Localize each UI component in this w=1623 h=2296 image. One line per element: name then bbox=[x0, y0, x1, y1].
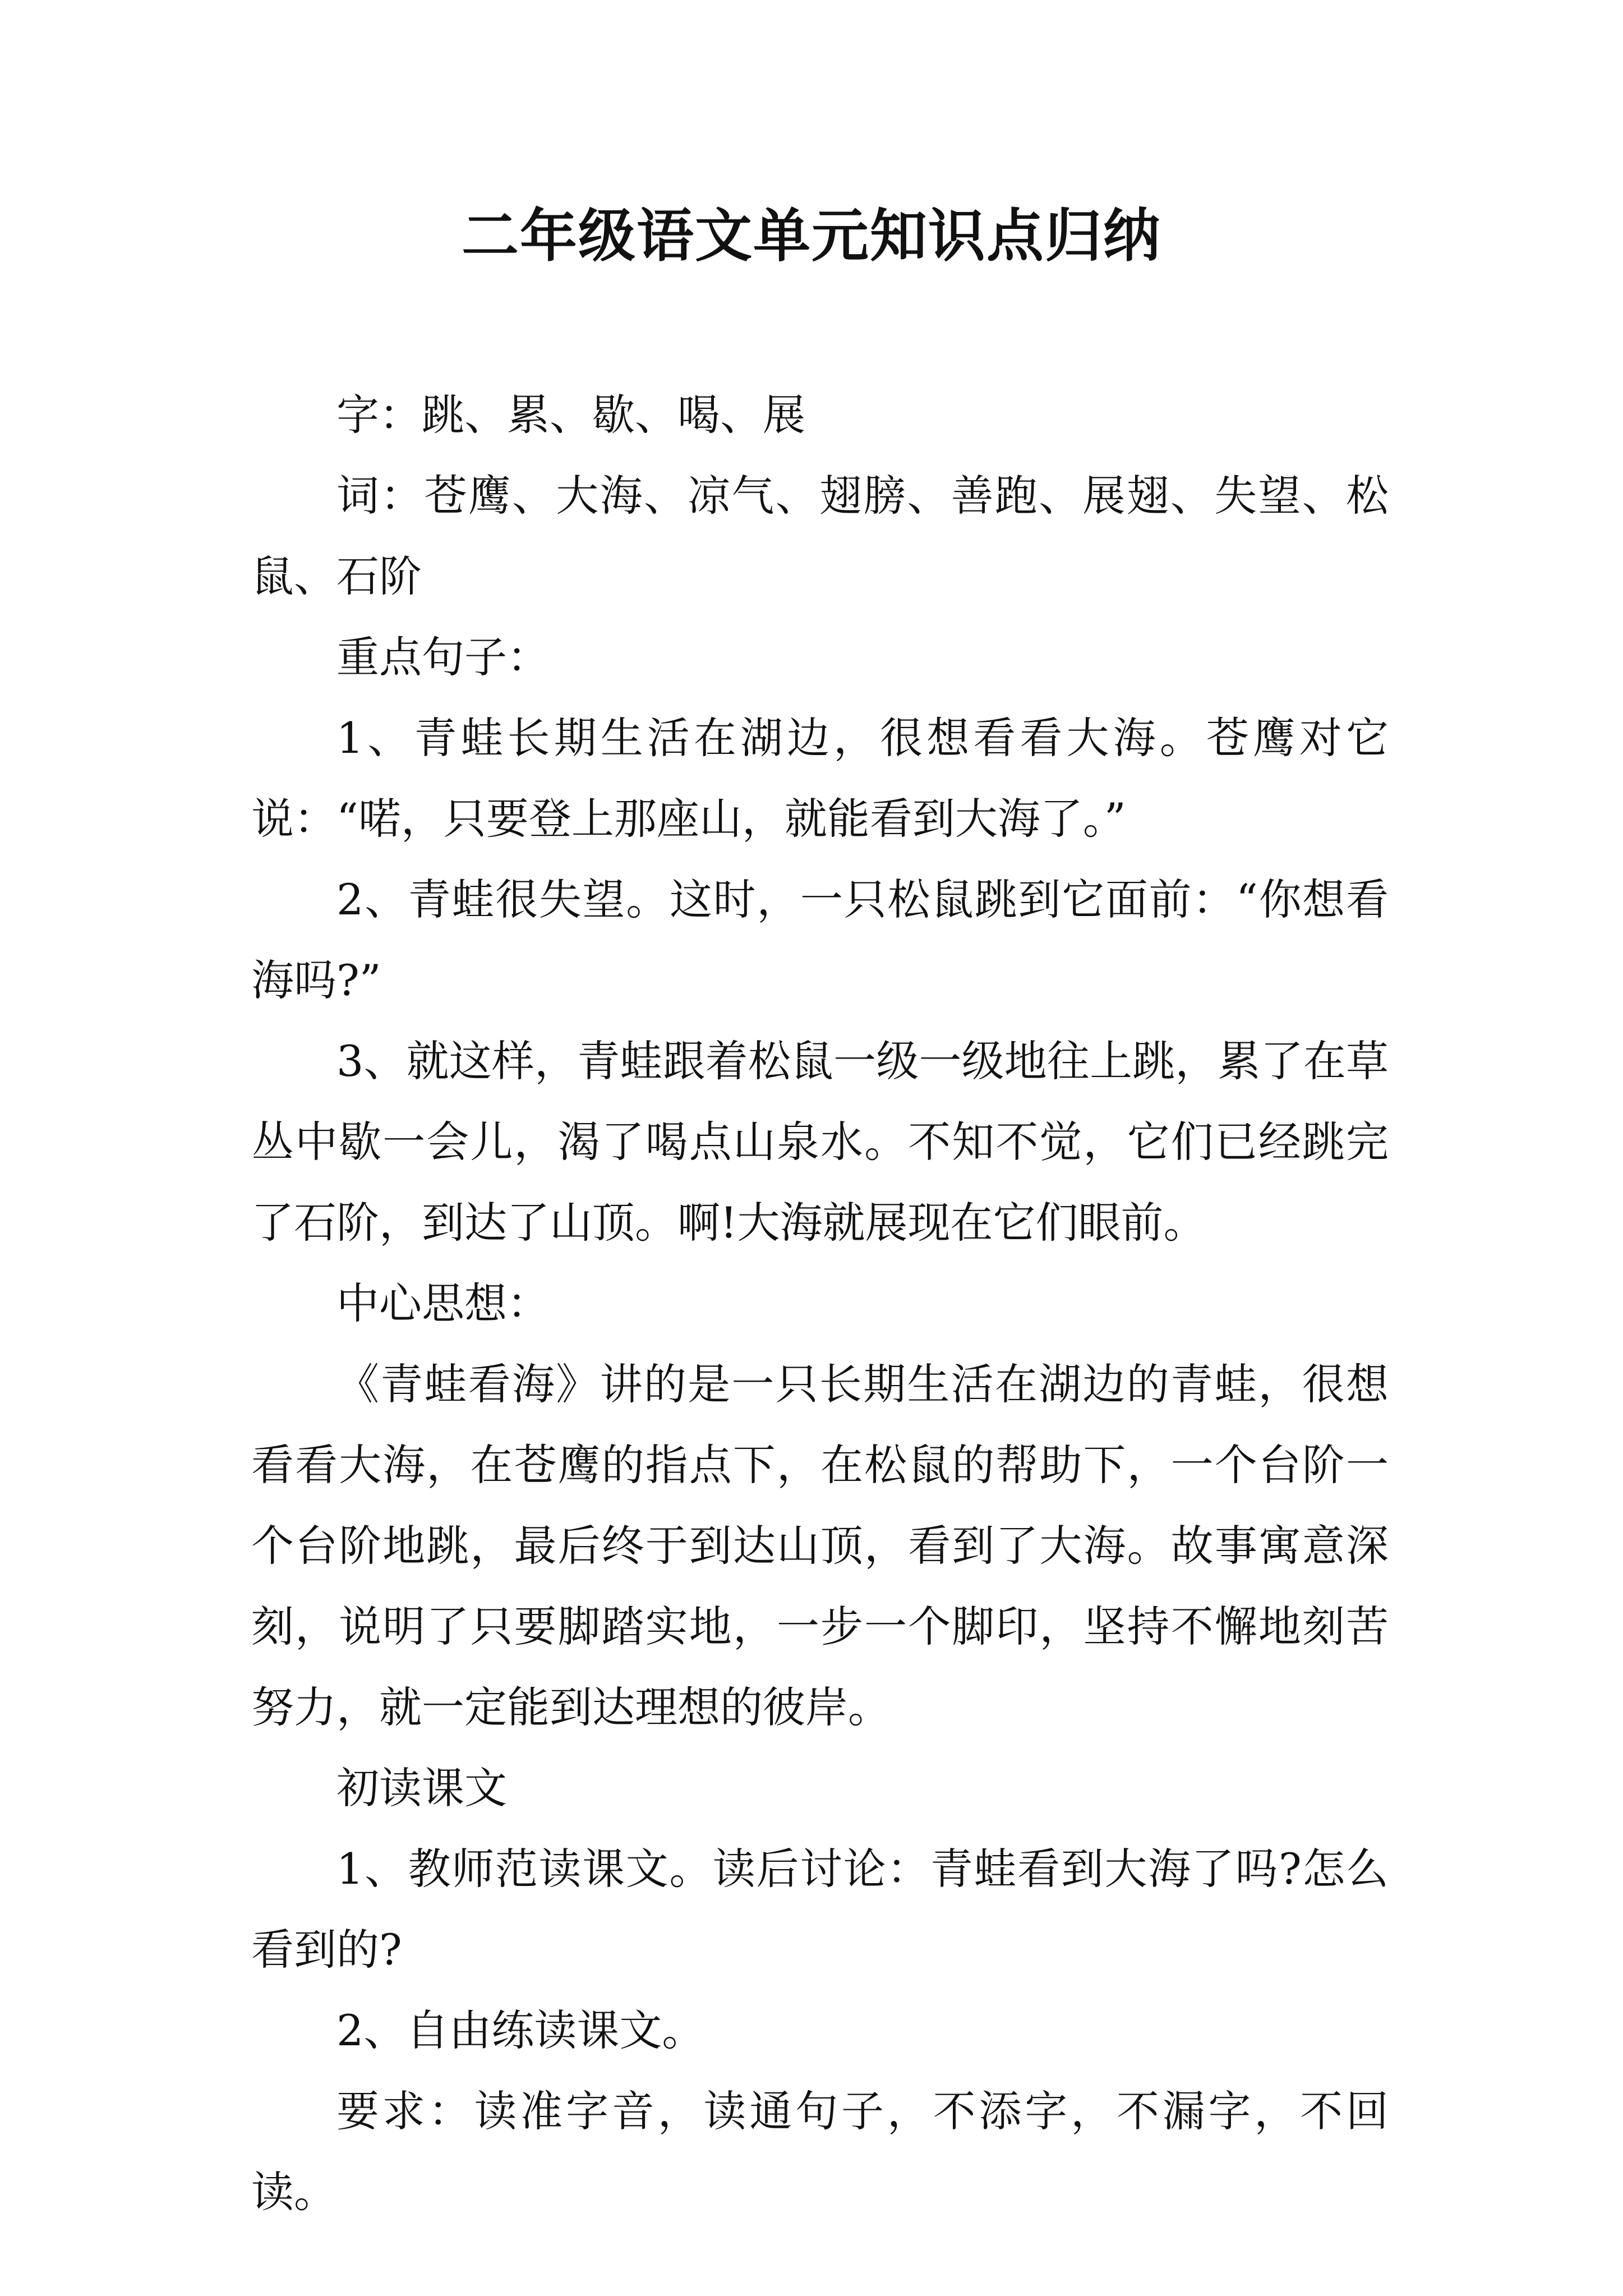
paragraph-reading-step-2: 2、自由练读课文。 bbox=[336, 2005, 705, 2055]
paragraph-sentence-2: 2、青蛙很失望。这时，一只松鼠跳到它面前：“你想看海吗?” bbox=[251, 875, 1389, 1005]
paragraph-characters: 字：跳、累、歇、喝、展 bbox=[336, 390, 805, 440]
paragraph-sentence-3: 3、就这样，青蛙跟着松鼠一级一级地往上跳，累了在草丛中歇一会儿，渴了喝点山泉水。不知不觉，它们已经跳完了石阶，到达了山顶。啊!大海就展现在它们眼前。 bbox=[251, 1036, 1389, 1248]
document-title: 二年级语文单元知识点归纳 bbox=[462, 203, 1161, 270]
heading-key-sentences: 重点句子： bbox=[336, 632, 550, 682]
paragraph-reading-step-1: 1、教师范读课文。读后讨论：青蛙看到大海了吗?怎么看到的? bbox=[251, 1844, 1389, 1975]
document-body bbox=[251, 375, 1389, 2233]
paragraph-words: 词：苍鹰、大海、凉气、翅膀、善跑、展翅、失望、松鼠、石阶 bbox=[251, 471, 1389, 601]
heading-first-reading: 初读课文 bbox=[336, 1763, 507, 1813]
paragraph-sentence-1: 1、青蛙长期生活在湖边，很想看看大海。苍鹰对它说：“喏，只要登上那座山，就能看到大海了。” bbox=[251, 713, 1389, 844]
paragraph-requirements: 要求：读准字音，读通句子，不添字，不漏字，不回读。 bbox=[251, 2086, 1389, 2217]
heading-central-idea: 中心思想： bbox=[336, 1278, 550, 1328]
paragraph-central-idea: 《青蛙看海》讲的是一只长期生活在湖边的青蛙，很想看看大海，在苍鹰的指点下，在松鼠的帮助下，一个台阶一个台阶地跳，最后终于到达山顶，看到了大海。故事寓意深刻，说明了只要脚踏实地，一步一个脚印，坚持不懈地刻苦努力，就一定能到达理想的彼岸。 bbox=[251, 1359, 1389, 1732]
